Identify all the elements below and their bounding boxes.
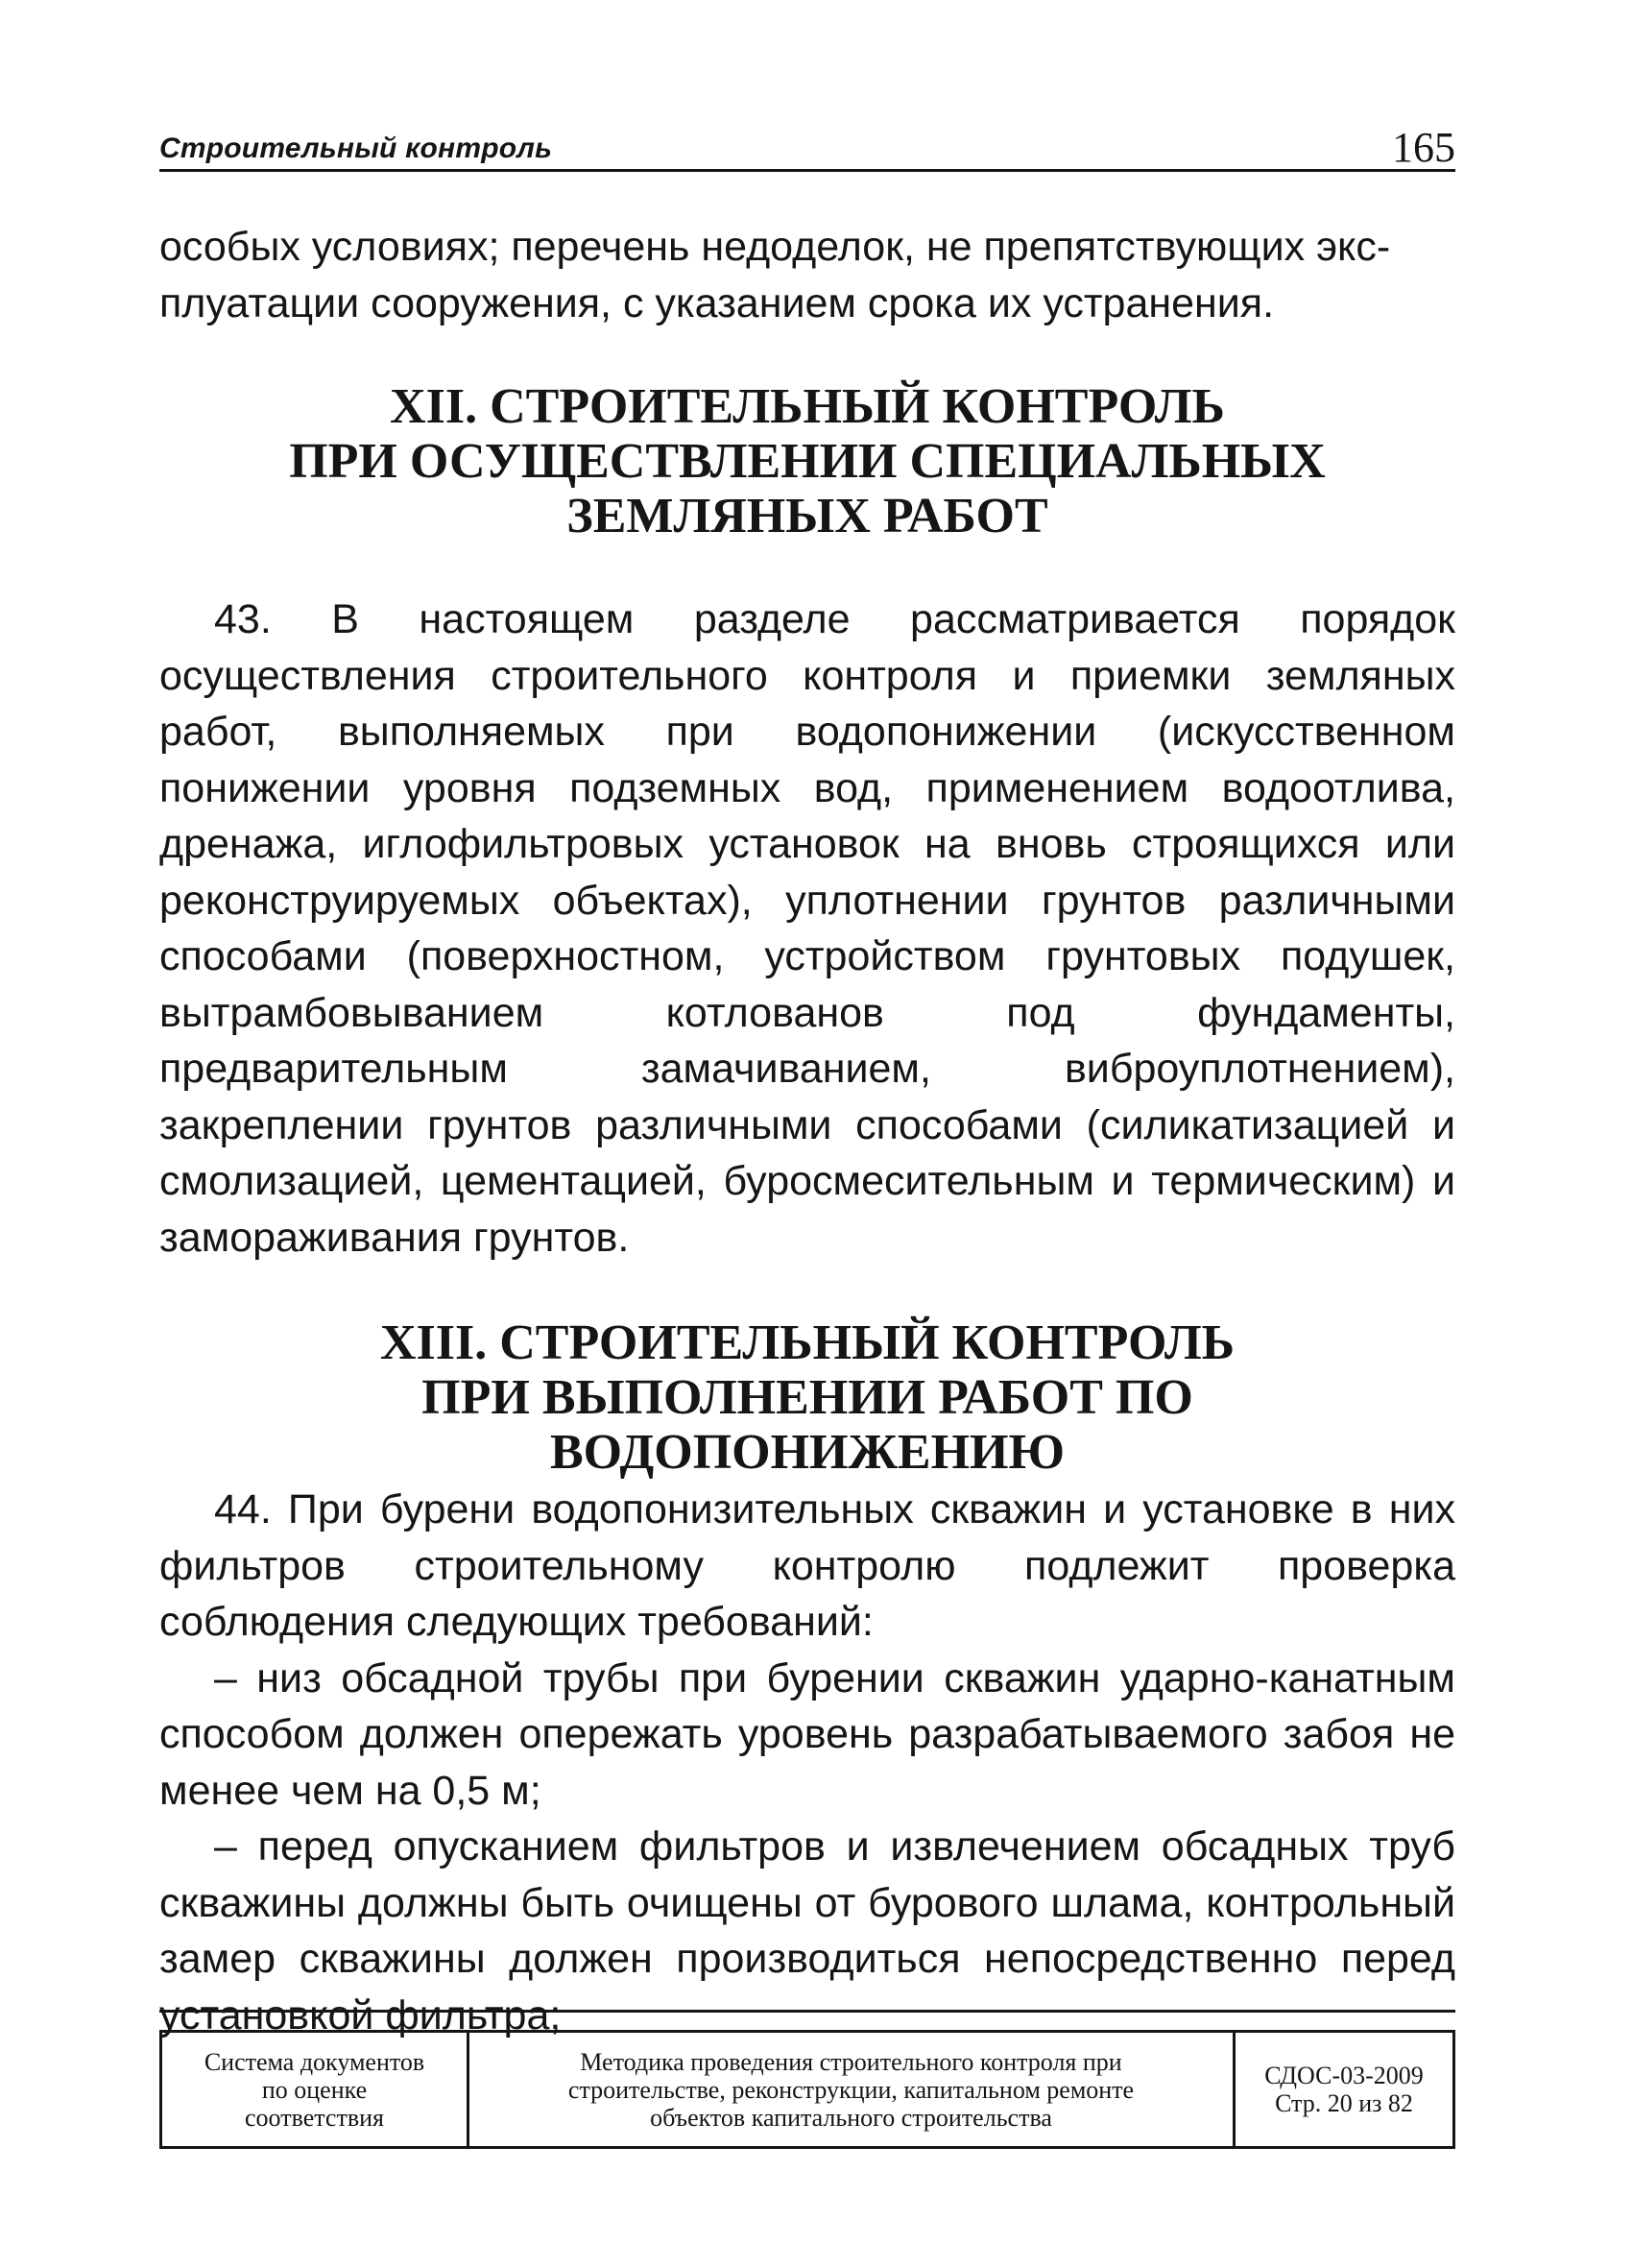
heading-line: ЗЕМЛЯНЫХ РАБОТ [566,489,1048,543]
heading-line: XIII. СТРОИТЕЛЬНЫЙ КОНТРОЛЬ [379,1315,1236,1370]
main-content [159,219,1455,2043]
intro-line: плуатации сооружения, с указанием срока их устранения. [159,279,1275,326]
requirement-item: – низ обсадной трубы при бурении скважин ударно-канатным способом должен опережать уровень разрабатываемого забоя не менее чем на 0,5 м; [159,1654,1455,1814]
heading-line: ПРИ ВЫПОЛНЕНИИ РАБОТ ПО ВОДОПОНИЖЕНИЮ [421,1370,1193,1480]
running-title: Строительный контроль [159,133,553,164]
footer-table [159,2030,1455,2149]
document-code: СДОС-03-2009 [1264,2062,1424,2089]
footer-text: по оценке [261,2075,368,2104]
footer-text: объектов капитального строительства [650,2103,1052,2132]
heading-line: ПРИ ОСУЩЕСТВЛЕНИИ СПЕЦИАЛЬНЫХ [289,434,1326,489]
section-13-heading [159,1315,1455,1480]
footer-divider [159,2010,1455,2013]
footer-text: строительстве, реконструкции, капитальном ремонте [567,2075,1135,2104]
footer-code-cell [1236,2033,1452,2146]
page-number: 165 [1392,124,1455,171]
footer-text: Система документов [204,2047,425,2076]
paragraph-44: 44. При бурени водопонизительных скважин и установке в них фильтров строительному контролю подлежит проверка соблюдения следующих требований: [159,1486,1455,1645]
intro-line: особых условиях; перечень недоделок, не препятствующих экс- [159,224,1391,270]
footer-text: Методика проведения строительного контроля при [580,2047,1122,2076]
section-12-heading [159,379,1455,543]
intro-paragraph [159,219,1455,331]
footer-system-cell [162,2033,469,2146]
running-header [159,113,1455,172]
page-counter: Стр. 20 из 82 [1275,2089,1413,2117]
requirement-item: – перед опусканием фильтров и извлечением обсадных труб скважины должны быть очищены от бурового шлама, контрольный замер скважины должен производиться непосредственно перед установкой фильтра; [159,1823,1455,2039]
paragraph-43: 43. В настоящем разделе рассматривается порядок осуществления строительного контроля и приемки земляных работ, выполняемых при водопонижении (искусственном понижении уровня подземных вод, применением водоотлива, дренажа, иглофильтровых установок на вновь строящихся или реконструируемых объектах), уплотнении грунтов различными способами (поверхностном, устройством грунтовых подушек, вытрамбовыванием котлованов под фундаменты, предварительным замачиванием, виброуплотнением), закреплении грунтов различными способами (силикатизацией и смолизацией, цементацией, буросмесительным и термическим) и замораживания грунтов. [159,596,1455,1261]
footer-method-cell [469,2033,1236,2146]
heading-line: XII. СТРОИТЕЛЬНЫЙ КОНТРОЛЬ [390,379,1225,434]
footer-text: соответствия [245,2103,384,2132]
